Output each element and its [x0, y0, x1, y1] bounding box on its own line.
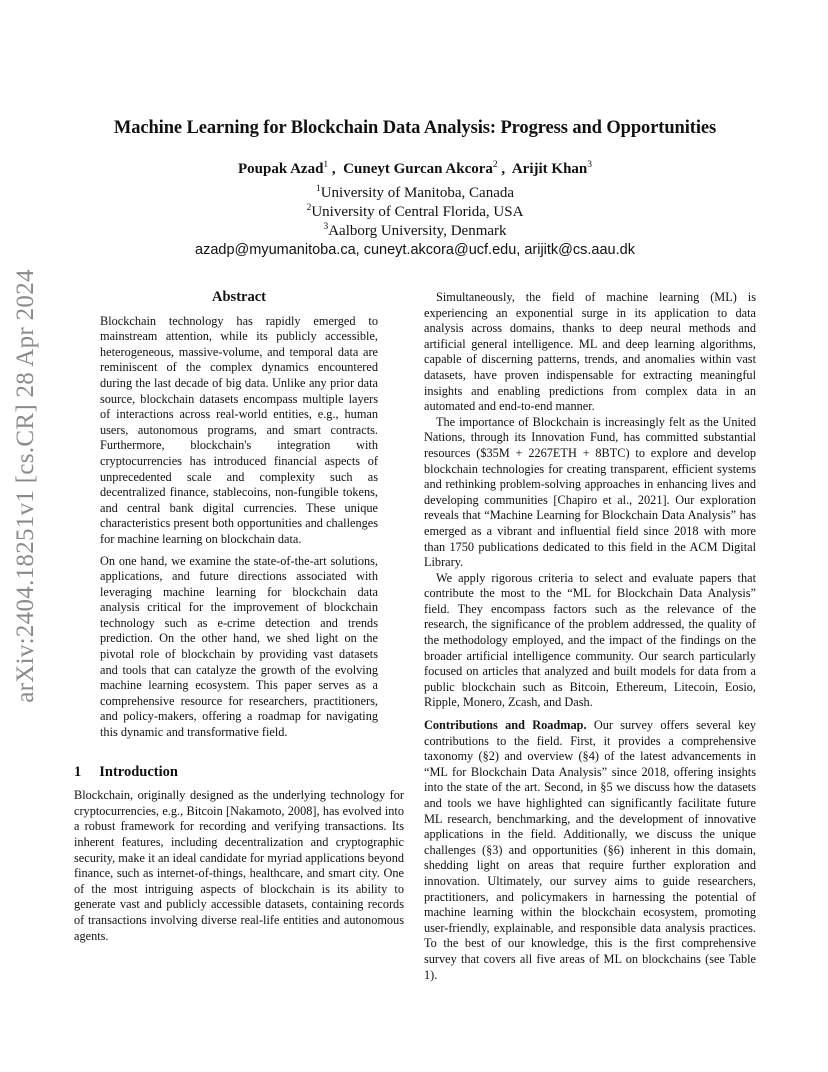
- section-title: Introduction: [99, 763, 178, 780]
- author-affiliation-mark: 1: [323, 160, 329, 170]
- affiliation-text: University of Central Florida, USA: [311, 204, 524, 220]
- arxiv-sidebar-identifier: [2, 269, 50, 703]
- section-heading-introduction: [74, 765, 404, 781]
- affiliation-mark: 3: [323, 222, 329, 232]
- paper-title: Machine Learning for Blockchain Data Analysis: Progress and Opportunities: [113, 118, 717, 138]
- abstract-section: [74, 290, 404, 741]
- body-paragraph: We apply rigorous criteria to select and evaluate papers that contribute the most to the “ML for Blockchain Data Analysis” field. They encompass factors such as the relevance of the research, the significance of the problem addressed, the quality of the methodology employed, and the impact of the findings on the broader artificial intelligence community. Our search particularly focused on articles that analyzed and built models for data from a public blockchain such as Bitcoin, Ethereum, Litecoin, Eosio, Ripple, Monero, Zcash, and Dash.: [424, 570, 756, 710]
- right-column: [424, 290, 756, 983]
- abstract-paragraph: Blockchain technology has rapidly emerged to mainstream attention, while its publicly accessible, heterogeneous, massive-volume, and temporal data are reminiscent of the complex dynamics encountered during the last decade of big data. Unlike any prior data source, blockchain datasets encompass multiple layers of interactions across real-world entities, e.g., human users, autonomous programs, and smart contracts. Furthermore, blockchain's integration with cryptocurrencies has introduced financial aspects of unprecedented scale and complexity such as decentralized finance, stablecoins, non-fungible tokens, and central bank digital currencies. These unique characteristics present both opportunities and challenges for machine learning on blockchain data.: [100, 313, 378, 546]
- arxiv-id-text: arXiv:2404.18251v1 [cs.CR] 28 Apr 2024: [12, 269, 39, 703]
- author-affiliation-mark: 3: [587, 160, 593, 170]
- affiliation-mark: 1: [315, 184, 321, 194]
- contributions-paragraph: [424, 718, 756, 983]
- body-paragraph: The importance of Blockchain is increasingly felt as the United Nations, through its Innovation Fund, has committed substantial resources ($35M + 2267ETH + 8BTC) to explore and develop blockchain technologies for creating transparent, efficient systems and rethinking problem-solving approaches in enhancing lives and developing communities [Chapiro et al., 2021]. Our exploration reveals that “Machine Learning for Blockchain Data Analysis” has emerged as a vibrant and influential field since 2018 with more than 1750 publications dedicated to this field in the ACM Digital Library.: [424, 414, 756, 570]
- abstract-paragraph: On one hand, we examine the state-of-the-art solutions, applications, and future directions associated with leveraging machine learning for blockchain data analysis critical for the improvement of blockchain technology such as e-crime detection and trends prediction. On the other hand, we shed light on the pivotal role of blockchain by providing vast datasets and tools that can catalyze the growth of the evolving machine learning ecosystem. This paper serves as a comprehensive resource for researchers, practitioners, and policy-makers, offering a roadmap for navigating this dynamic and transformative field.: [100, 553, 378, 740]
- abstract-heading: Abstract: [212, 289, 266, 305]
- section-number: 1: [74, 763, 82, 780]
- affiliation-text: University of Manitoba, Canada: [320, 185, 515, 201]
- left-column: [74, 290, 404, 944]
- introduction-paragraph: Blockchain, originally designed as the underlying technology for cryptocurrencies, e.g., Bitcoin [Nakamoto, 2008], has evolved into a robust framework for recording and verifying transactions. Its inherent features, including decentralization and cryptographic security, make it an ideal candidate for myriad applications beyond finance, such as internet-of-things, healthcare, and smart city. One of the most intriguing aspects of blockchain is its ability to generate vast and publicly accessible datasets, containing records of transactions involving diverse real-life entities and autonomous agents.: [74, 788, 404, 943]
- author-affiliation-mark: 2: [492, 160, 498, 170]
- contributions-runin-heading: Contributions and Roadmap.: [424, 718, 587, 733]
- affiliation-mark: 2: [306, 203, 312, 213]
- affiliation-text: Aalborg University, Denmark: [328, 223, 507, 239]
- author-name: Poupak Azad: [237, 161, 324, 177]
- affiliation-line: [70, 203, 760, 221]
- body-paragraph: Simultaneously, the field of machine learning (ML) is experiencing an exponential surge in its application to data analysis across domains, thanks to deep neural methods and artificial general intelligence. ML and deep learning algorithms, capable of discerning patterns, trends, and anomalies within vast datasets, have proven indispensable for extracting meaningful insights and enabling predictions from complex data in an automated and end-to-end manner.: [424, 290, 756, 414]
- author-emails: azadp@myumanitoba.ca, cuneyt.akcora@ucf.edu, arijitk@cs.aau.dk: [195, 242, 635, 258]
- author-name: Cuneyt Gurcan Akcora: [343, 161, 493, 177]
- contributions-text: Our survey offers several key contributions to the field. First, it provides a comprehensive taxonomy (§2) and overview (§4) of the latest advancements in “ML for Blockchain Data Analysis” since 2018, offering insights into the state of the art. Second, in §5 we discuss how the datasets and tools we have highlighted can significantly facilitate future ML research, benchmarking, and the development of innovative applications in the field. Additionally, we discuss the unique challenges (§3) and opportunities (§6) inherent in this domain, shedding light on areas that require further exploration and innovation. Ultimately, our survey aims to guide researchers, practitioners, and policymakers in harnessing the potential of machine learning within the blockchain ecosystem, promoting user-friendly, explainable, and responsible data analysis practices. To the best of our knowledge, this is the first comprehensive survey that covers all five areas of ML on blockchains (see Table 1).: [424, 718, 756, 982]
- affiliation-line: [70, 222, 760, 240]
- author-list: Poupak Azad$^1$ , Cuneyt Gurcan Akcora$^2$ , Arijit Khan$^3$: [237, 160, 593, 177]
- affiliation-line: [70, 184, 760, 202]
- author-name: Arijit Khan: [511, 161, 588, 177]
